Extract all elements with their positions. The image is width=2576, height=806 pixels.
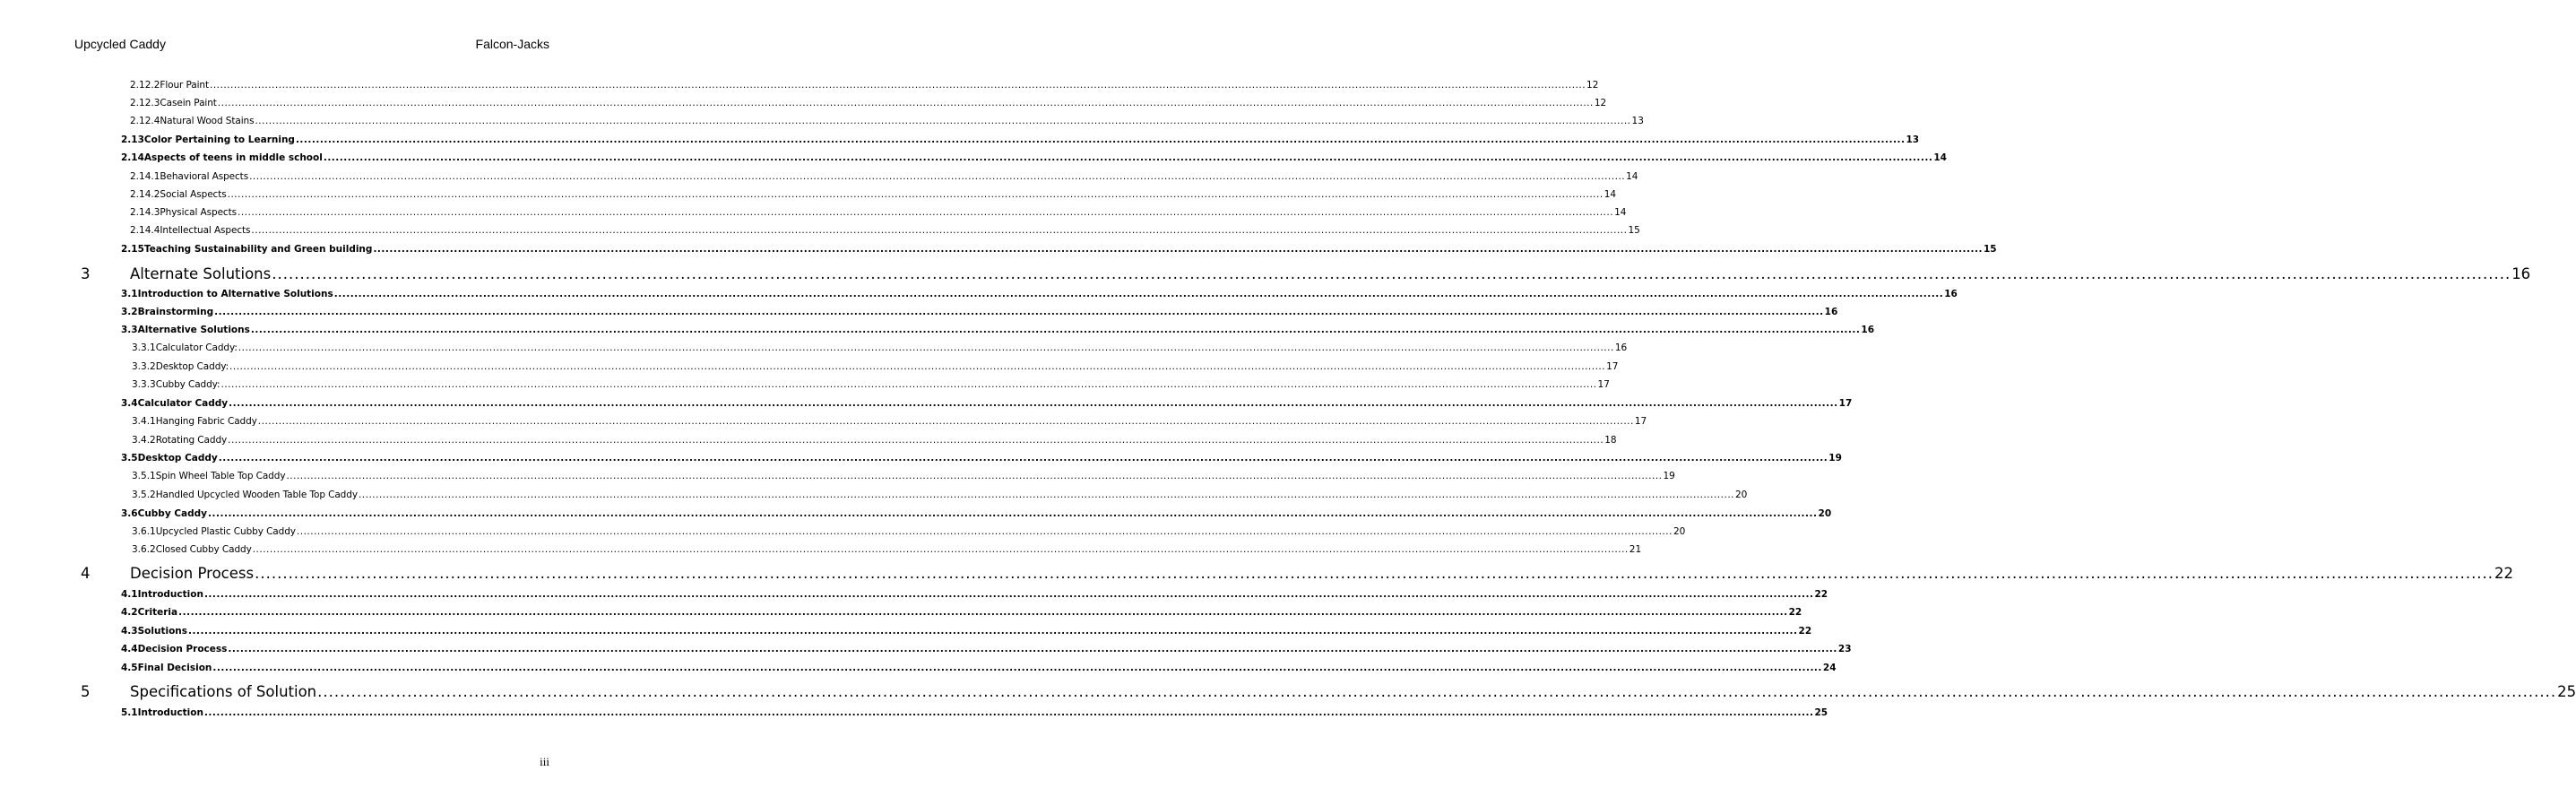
toc-entry-page: 22 xyxy=(2494,565,2514,582)
toc-entry-title: Introduction xyxy=(137,589,203,600)
toc-entry-title: Flour Paint xyxy=(160,80,209,91)
toc-entry-number: 3.6.2 xyxy=(132,544,156,555)
toc-entry-page: 17 xyxy=(1597,379,1610,390)
toc-entry-number: 3.5 xyxy=(121,453,138,464)
toc-entry-number: 3.4 xyxy=(121,398,138,409)
toc-entry-title: Brainstorming xyxy=(137,307,214,317)
toc-entry-title: Casein Paint xyxy=(160,98,217,108)
toc-entry-number: 4 xyxy=(81,565,91,582)
toc-entry-page: 12 xyxy=(1586,80,1599,91)
toc-entry-number: 2.13 xyxy=(121,134,144,145)
toc-entry-page: 25 xyxy=(1814,707,1828,718)
toc-entry-title: Physical Aspects xyxy=(160,207,237,218)
toc-entry-title: Specifications of Solution xyxy=(130,683,317,700)
toc-entry-page: 13 xyxy=(1906,134,1920,145)
toc-entry[interactable] xyxy=(132,361,1619,376)
toc-entry-number: 5 xyxy=(81,683,91,700)
toc-entry-title: Rotating Caddy xyxy=(155,435,228,446)
toc-entry[interactable] xyxy=(130,207,1627,221)
toc-entry-number: 2.12.3 xyxy=(130,98,160,108)
toc-entry-page: 19 xyxy=(1663,471,1675,481)
toc-entry-title: Natural Wood Stains xyxy=(160,116,255,126)
dot-leader: ................................................................................................................................................................................................................................................................................................................................................................................................................ xyxy=(255,565,2494,582)
toc-entry-title: Closed Cubby Caddy xyxy=(155,544,252,555)
toc-entry-number: 2.14.4 xyxy=(130,225,160,236)
toc-entry[interactable] xyxy=(130,171,1638,186)
toc-entry-number: 3.6.1 xyxy=(132,526,156,537)
toc-entry-page: 16 xyxy=(2511,265,2531,282)
toc-entry-page: 21 xyxy=(1629,544,1642,555)
toc-entry-title: Cubby Caddy: xyxy=(155,379,220,390)
toc-entry-title: Solutions xyxy=(137,626,188,637)
dot-leader: ................................................................................................................................................................................................................................................................................................................................................................................................................ xyxy=(358,490,1734,500)
toc-entry-title: Handled Upcycled Wooden Table Top Caddy xyxy=(155,490,358,500)
toc-entry-page: 15 xyxy=(1628,225,1640,236)
toc-entry-page: 23 xyxy=(1837,644,1852,654)
toc-entry-page: 22 xyxy=(1814,589,1828,600)
toc-entry[interactable] xyxy=(132,416,1647,430)
toc-entry[interactable] xyxy=(81,683,2576,705)
toc-entry[interactable] xyxy=(121,244,1997,258)
toc-entry[interactable] xyxy=(121,644,1852,658)
toc-entry-title: Intellectual Aspects xyxy=(160,225,251,236)
toc-entry-title: Introduction to Alternative Solutions xyxy=(137,289,333,299)
page-number: iii xyxy=(540,755,549,768)
toc-entry[interactable] xyxy=(121,289,1958,303)
toc-entry-page: 13 xyxy=(1631,116,1644,126)
dot-leader: ................................................................................................................................................................................................................................................................................................................................................................................................................ xyxy=(227,189,1604,200)
toc-entry-number: 3.3 xyxy=(121,325,138,335)
dot-leader: ................................................................................................................................................................................................................................................................................................................................................................................................................ xyxy=(323,152,1933,163)
toc-entry-title: Introduction xyxy=(137,707,203,718)
toc-entry[interactable] xyxy=(121,607,1802,621)
dot-leader: ................................................................................................................................................................................................................................................................................................................................................................................................................ xyxy=(203,707,1814,718)
toc-entry-page: 14 xyxy=(1626,171,1638,182)
dot-leader: ................................................................................................................................................................................................................................................................................................................................................................................................................ xyxy=(373,244,1983,255)
toc-entry-page: 19 xyxy=(1828,453,1842,464)
dot-leader: ................................................................................................................................................................................................................................................................................................................................................................................................................ xyxy=(250,325,1861,335)
toc-entry[interactable] xyxy=(121,589,1828,603)
toc-entry-page: 17 xyxy=(1606,361,1619,372)
toc-entry-title: Spin Wheel Table Top Caddy xyxy=(155,471,286,481)
toc-entry[interactable] xyxy=(132,379,1610,394)
toc-entry-number: 4.4 xyxy=(121,644,138,654)
dot-leader: ................................................................................................................................................................................................................................................................................................................................................................................................................ xyxy=(214,307,1824,317)
toc-entry-title: Aspects of teens in middle school xyxy=(143,152,323,163)
toc-entry-number: 2.14 xyxy=(121,152,144,163)
toc-entry[interactable] xyxy=(132,526,1686,541)
toc-entry[interactable] xyxy=(121,398,1853,412)
dot-leader: ................................................................................................................................................................................................................................................................................................................................................................................................................ xyxy=(295,134,1906,145)
toc-entry-number: 2.14.3 xyxy=(130,207,160,218)
toc-entry-number: 3.5.2 xyxy=(132,490,156,500)
toc-entry-number: 4.2 xyxy=(121,607,138,618)
toc-entry[interactable] xyxy=(130,80,1599,94)
toc-entry-title: Final Decision xyxy=(137,663,212,673)
toc-entry-number: 3 xyxy=(81,265,91,282)
toc-entry-page: 17 xyxy=(1634,416,1647,427)
toc-entry-page: 18 xyxy=(1604,435,1617,446)
toc-entry-number: 3.2 xyxy=(121,307,138,317)
toc-entry[interactable] xyxy=(132,490,1748,504)
toc-entry[interactable] xyxy=(121,508,1832,523)
toc-entry[interactable] xyxy=(132,342,1628,357)
toc-entry-number: 3.3.2 xyxy=(132,361,156,372)
dot-leader: ................................................................................................................................................................................................................................................................................................................................................................................................................ xyxy=(249,171,1626,182)
dot-leader: ................................................................................................................................................................................................................................................................................................................................................................................................................ xyxy=(317,683,2557,700)
toc-entry-page: 14 xyxy=(1614,207,1627,218)
toc-entry[interactable] xyxy=(121,707,1828,722)
toc-entry-number: 2.14.2 xyxy=(130,189,160,200)
toc-entry-title: Alternate Solutions xyxy=(130,265,272,282)
toc-entry-title: Upcycled Plastic Cubby Caddy xyxy=(155,526,296,537)
dot-leader: ................................................................................................................................................................................................................................................................................................................................................................................................................ xyxy=(212,663,1822,673)
toc-entry-number: 2.15 xyxy=(121,244,144,255)
toc-entry-title: Desktop Caddy: xyxy=(155,361,229,372)
toc-entry-number: 3.3.1 xyxy=(132,342,156,353)
toc-entry-title: Teaching Sustainability and Green building xyxy=(143,244,373,255)
toc-entry-page: 22 xyxy=(1788,607,1802,618)
toc-entry-number: 2.14.1 xyxy=(130,171,160,182)
toc-entry[interactable] xyxy=(132,471,1675,485)
running-header-author: Falcon-Jacks xyxy=(475,37,549,51)
toc-entry[interactable] xyxy=(81,265,2531,287)
toc-entry-title: Calculator Caddy: xyxy=(155,342,238,353)
dot-leader: ................................................................................................................................................................................................................................................................................................................................................................................................................ xyxy=(228,435,1604,446)
toc-entry-number: 4.5 xyxy=(121,663,138,673)
running-header-title: Upcycled Caddy xyxy=(74,37,166,51)
toc-entry[interactable] xyxy=(121,663,1837,677)
toc-entry-page: 22 xyxy=(1798,626,1812,637)
toc-entry-page: 16 xyxy=(1824,307,1838,317)
dot-leader: ................................................................................................................................................................................................................................................................................................................................................................................................................ xyxy=(217,98,1594,108)
toc-entry-title: Alternative Solutions xyxy=(137,325,250,335)
toc-entry-page: 20 xyxy=(1673,526,1686,537)
dot-leader: ................................................................................................................................................................................................................................................................................................................................................................................................................ xyxy=(296,526,1673,537)
toc-entry[interactable] xyxy=(130,189,1617,204)
dot-leader: ................................................................................................................................................................................................................................................................................................................................................................................................................ xyxy=(220,379,1597,390)
dot-leader: ................................................................................................................................................................................................................................................................................................................................................................................................................ xyxy=(333,289,1944,299)
toc-entry[interactable] xyxy=(132,544,1642,559)
toc-entry-title: Calculator Caddy xyxy=(137,398,229,409)
toc-entry[interactable] xyxy=(132,435,1617,449)
toc-entry-number: 2.12.2 xyxy=(130,80,160,91)
toc-entry-page: 25 xyxy=(2557,683,2576,700)
toc-entry-number: 3.5.1 xyxy=(132,471,156,481)
toc-entry-number: 4.1 xyxy=(121,589,138,600)
toc-entry-number: 2.12.4 xyxy=(130,116,160,126)
toc-entry-number: 3.1 xyxy=(121,289,138,299)
toc-entry-page: 17 xyxy=(1838,398,1853,409)
toc-entry[interactable] xyxy=(130,116,1644,130)
dot-leader: ................................................................................................................................................................................................................................................................................................................................................................................................................ xyxy=(228,644,1837,654)
dot-leader: ................................................................................................................................................................................................................................................................................................................................................................................................................ xyxy=(229,361,1606,372)
dot-leader: ................................................................................................................................................................................................................................................................................................................................................................................................................ xyxy=(218,453,1828,464)
toc-entry-page: 12 xyxy=(1594,98,1607,108)
toc-entry-page: 16 xyxy=(1861,325,1875,335)
toc-entry-page: 24 xyxy=(1822,663,1837,673)
toc-entry[interactable] xyxy=(121,134,1920,149)
dot-leader: ................................................................................................................................................................................................................................................................................................................................................................................................................ xyxy=(272,265,2511,282)
toc-entry-page: 16 xyxy=(1944,289,1958,299)
toc-entry[interactable] xyxy=(121,626,1812,640)
toc-entry-title: Decision Process xyxy=(130,565,255,582)
dot-leader: ................................................................................................................................................................................................................................................................................................................................................................................................................ xyxy=(286,471,1663,481)
toc-entry-number: 3.6 xyxy=(121,508,138,519)
toc-entry-title: Desktop Caddy xyxy=(137,453,218,464)
dot-leader: ................................................................................................................................................................................................................................................................................................................................................................................................................ xyxy=(257,416,1634,427)
toc-entry-number: 3.4.2 xyxy=(132,435,156,446)
toc-entry[interactable] xyxy=(130,98,1607,112)
toc-entry-title: Color Pertaining to Learning xyxy=(143,134,295,145)
toc-entry-title: Criteria xyxy=(137,607,178,618)
toc-entry-number: 3.3.3 xyxy=(132,379,156,390)
toc-entry-number: 5.1 xyxy=(121,707,138,718)
toc-entry[interactable] xyxy=(130,225,1640,239)
dot-leader: ................................................................................................................................................................................................................................................................................................................................................................................................................ xyxy=(208,508,1818,519)
toc-entry-page: 20 xyxy=(1818,508,1832,519)
dot-leader: ................................................................................................................................................................................................................................................................................................................................................................................................................ xyxy=(203,589,1814,600)
toc-entry-title: Behavioral Aspects xyxy=(160,171,249,182)
toc-entry-number: 4.3 xyxy=(121,626,138,637)
toc-entry-page: 14 xyxy=(1933,152,1947,163)
toc-entry[interactable] xyxy=(121,453,1842,467)
dot-leader: ................................................................................................................................................................................................................................................................................................................................................................................................................ xyxy=(251,225,1628,236)
dot-leader: ................................................................................................................................................................................................................................................................................................................................................................................................................ xyxy=(188,626,1798,637)
dot-leader: ................................................................................................................................................................................................................................................................................................................................................................................................................ xyxy=(178,607,1788,618)
toc-entry-page: 14 xyxy=(1604,189,1617,200)
dot-leader: ................................................................................................................................................................................................................................................................................................................................................................................................................ xyxy=(238,207,1614,218)
dot-leader: ................................................................................................................................................................................................................................................................................................................................................................................................................ xyxy=(252,544,1629,555)
toc-entry-title: Social Aspects xyxy=(160,189,227,200)
toc-entry[interactable] xyxy=(121,152,1947,167)
dot-leader: ................................................................................................................................................................................................................................................................................................................................................................................................................ xyxy=(229,398,1838,409)
dot-leader: ................................................................................................................................................................................................................................................................................................................................................................................................................ xyxy=(238,342,1614,353)
toc-entry[interactable] xyxy=(121,307,1838,321)
toc-entry[interactable] xyxy=(81,565,2514,586)
toc-entry-title: Hanging Fabric Caddy xyxy=(155,416,257,427)
dot-leader: ................................................................................................................................................................................................................................................................................................................................................................................................................ xyxy=(255,116,1631,126)
dot-leader: ................................................................................................................................................................................................................................................................................................................................................................................................................ xyxy=(209,80,1586,91)
toc-entry-title: Cubby Caddy xyxy=(137,508,207,519)
toc-entry-title: Decision Process xyxy=(137,644,228,654)
toc-entry[interactable] xyxy=(121,325,1875,339)
toc-entry-page: 20 xyxy=(1735,490,1748,500)
toc-entry-number: 3.4.1 xyxy=(132,416,156,427)
toc-entry-page: 15 xyxy=(1983,244,1997,255)
toc-entry-page: 16 xyxy=(1614,342,1628,353)
